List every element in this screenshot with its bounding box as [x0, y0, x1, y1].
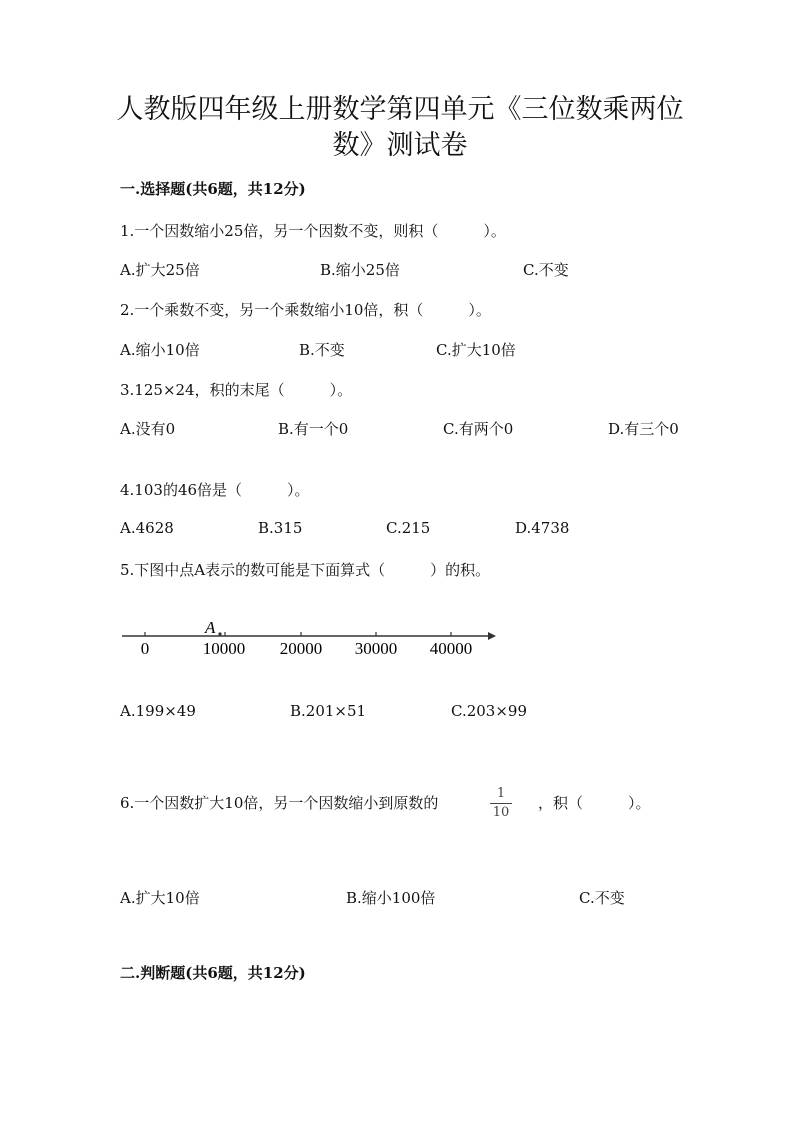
q3-option-d: D.有三个0 — [608, 420, 679, 438]
q3-option-b: B.有一个0 — [278, 420, 349, 438]
q5-option-b: B.201×51 — [290, 702, 367, 720]
number-line-figure — [120, 616, 500, 666]
fraction-numerator: 1 — [496, 786, 506, 801]
question-1: 1.一个因数缩小25倍，另一个因数不变，则积（ ）。 — [120, 222, 506, 240]
q4-option-c: C.215 — [386, 519, 431, 537]
q3-option-a: A.没有0 — [120, 420, 176, 438]
section-heading-judgement: 二.判断题(共6题，共12分) — [120, 964, 306, 982]
q3-option-c: C.有两个0 — [443, 420, 514, 438]
q1-option-a: A.扩大25倍 — [120, 261, 200, 279]
question-6-text-before: 6.一个因数扩大10倍，另一个因数缩小到原数的 — [120, 794, 439, 812]
q2-option-a: A.缩小10倍 — [120, 341, 200, 359]
tick-label-40000: 40000 — [429, 639, 473, 658]
q4-option-d: D.4738 — [515, 519, 570, 537]
page-title — [100, 92, 700, 164]
fraction-denominator: 10 — [492, 805, 510, 820]
q5-option-c: C.203×99 — [451, 702, 527, 720]
q6-option-c: C.不变 — [579, 889, 625, 907]
q2-option-c: C.扩大10倍 — [436, 341, 516, 359]
q1-option-b: B.缩小25倍 — [320, 261, 400, 279]
q2-option-b: B.不变 — [299, 341, 345, 359]
q1-option-c: C.不变 — [523, 261, 569, 279]
tick-label-0: 0 — [140, 639, 150, 658]
tick-label-10000: 10000 — [202, 639, 246, 658]
question-6-text-after: ，积（ ）。 — [538, 794, 651, 812]
section-heading-choice: 一.选择题(共6题，共12分) — [120, 180, 306, 198]
question-2: 2.一个乘数不变，另一个乘数缩小10倍，积（ ）。 — [120, 301, 491, 319]
point-a-marker — [218, 632, 221, 635]
tick-label-30000: 30000 — [354, 639, 398, 658]
q6-option-b: B.缩小100倍 — [346, 889, 436, 907]
question-4: 4.103的46倍是（ ）。 — [120, 481, 310, 499]
title-line-2: 数》测试卷 — [332, 130, 468, 161]
tick-label-20000: 20000 — [279, 639, 323, 658]
q5-option-a: A.199×49 — [120, 702, 196, 720]
title-line-1: 人教版四年级上册数学第四单元《三位数乘两位 — [116, 94, 684, 125]
number-line-arrow — [488, 632, 496, 640]
q6-option-a: A.扩大10倍 — [120, 889, 200, 907]
q4-option-b: B.315 — [258, 519, 303, 537]
point-a-label: A — [205, 618, 216, 637]
fraction-one-tenth — [490, 786, 512, 821]
question-3: 3.125×24，积的末尾（ ）。 — [120, 381, 353, 399]
fraction-bar — [490, 803, 512, 804]
question-5: 5.下图中点A表示的数可能是下面算式（ ）的积。 — [120, 561, 491, 579]
q4-option-a: A.4628 — [120, 519, 174, 537]
